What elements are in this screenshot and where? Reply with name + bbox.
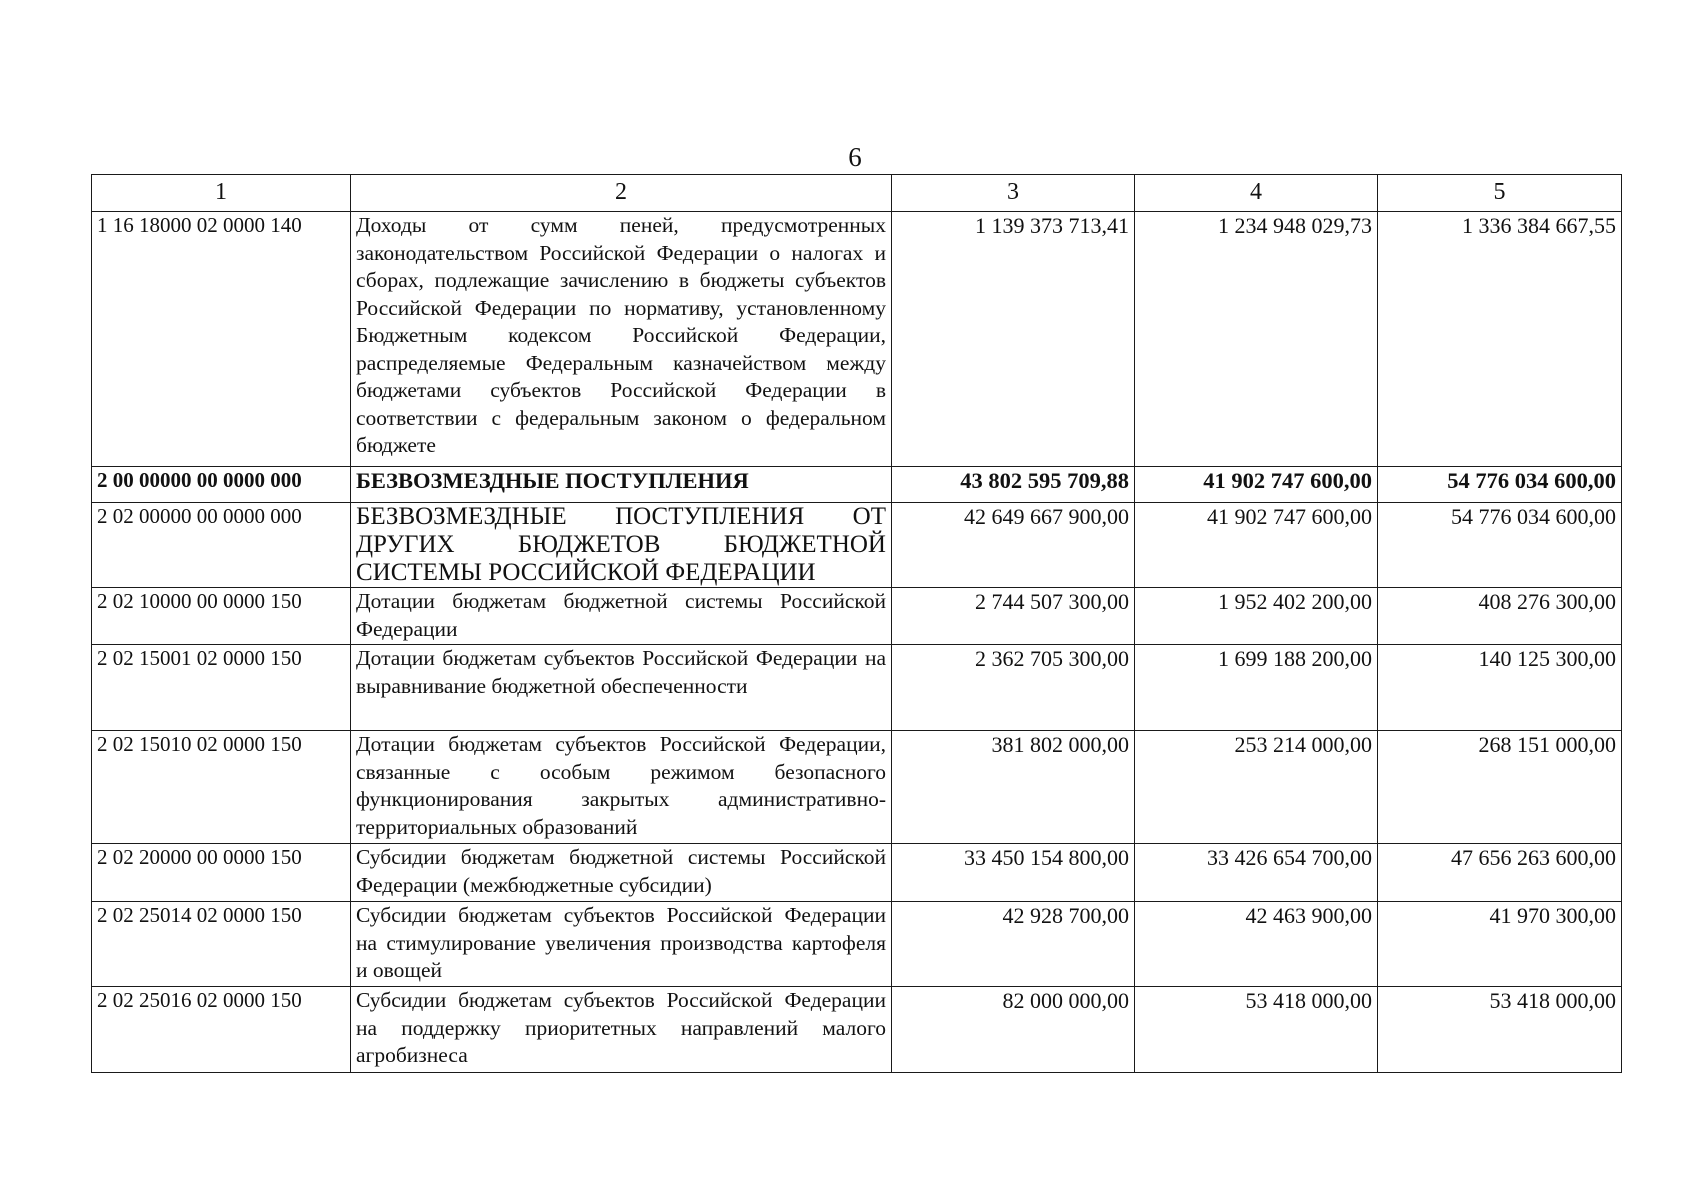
budget-revenue-table xyxy=(91,174,1622,1073)
amount-col4-cell: 1 234 948 029,73 xyxy=(1135,212,1378,467)
table-row xyxy=(92,467,1622,503)
amount-col3-cell: 381 802 000,00 xyxy=(892,731,1135,844)
budget-code-cell: 2 02 00000 00 0000 000 xyxy=(92,503,351,588)
amount-col5-cell: 54 776 034 600,00 xyxy=(1378,467,1622,503)
table-row xyxy=(92,212,1622,467)
budget-code-cell: 2 02 15001 02 0000 150 xyxy=(92,645,351,731)
amount-col3-cell: 1 139 373 713,41 xyxy=(892,212,1135,467)
column-header-4: 4 xyxy=(1135,175,1378,212)
amount-col4-cell: 253 214 000,00 xyxy=(1135,731,1378,844)
amount-col5-cell: 140 125 300,00 xyxy=(1378,645,1622,731)
budget-code-cell: 2 00 00000 00 0000 000 xyxy=(92,467,351,503)
amount-col4-cell: 33 426 654 700,00 xyxy=(1135,844,1378,902)
amount-col4-cell: 42 463 900,00 xyxy=(1135,902,1378,987)
table-row xyxy=(92,844,1622,902)
amount-col5-cell: 41 970 300,00 xyxy=(1378,902,1622,987)
budget-code-cell: 1 16 18000 02 0000 140 xyxy=(92,212,351,467)
amount-col3-cell: 33 450 154 800,00 xyxy=(892,844,1135,902)
table-row xyxy=(92,987,1622,1073)
amount-col3-cell: 82 000 000,00 xyxy=(892,987,1135,1073)
amount-col3-cell: 2 362 705 300,00 xyxy=(892,645,1135,731)
amount-col4-cell: 1 699 188 200,00 xyxy=(1135,645,1378,731)
description-cell: Субсидии бюджетам субъектов Российской Федерации на стимулирование увеличения производства картофеля и овощей xyxy=(351,902,892,987)
description-cell: БЕЗВОЗМЕЗДНЫЕ ПОСТУПЛЕНИЯ xyxy=(351,467,892,503)
description-cell: Субсидии бюджетам бюджетной системы Российской Федерации (межбюджетные субсидии) xyxy=(351,844,892,902)
amount-col5-cell: 54 776 034 600,00 xyxy=(1378,503,1622,588)
budget-code-cell: 2 02 25016 02 0000 150 xyxy=(92,987,351,1073)
budget-code-cell: 2 02 15010 02 0000 150 xyxy=(92,731,351,844)
amount-col3-cell: 42 649 667 900,00 xyxy=(892,503,1135,588)
amount-col4-cell: 41 902 747 600,00 xyxy=(1135,467,1378,503)
description-cell: Дотации бюджетам субъектов Российской Федерации на выравнивание бюджетной обеспеченности xyxy=(351,645,892,731)
amount-col4-cell: 1 952 402 200,00 xyxy=(1135,588,1378,645)
budget-code-cell: 2 02 10000 00 0000 150 xyxy=(92,588,351,645)
amount-col3-cell: 42 928 700,00 xyxy=(892,902,1135,987)
column-header-1: 1 xyxy=(92,175,351,212)
amount-col5-cell: 53 418 000,00 xyxy=(1378,987,1622,1073)
amount-col4-cell: 41 902 747 600,00 xyxy=(1135,503,1378,588)
table-row xyxy=(92,588,1622,645)
amount-col3-cell: 2 744 507 300,00 xyxy=(892,588,1135,645)
amount-col5-cell: 1 336 384 667,55 xyxy=(1378,212,1622,467)
table-header-row xyxy=(92,175,1622,212)
column-header-3: 3 xyxy=(892,175,1135,212)
table-row xyxy=(92,503,1622,588)
amount-col4-cell: 53 418 000,00 xyxy=(1135,987,1378,1073)
amount-col5-cell: 408 276 300,00 xyxy=(1378,588,1622,645)
column-header-5: 5 xyxy=(1378,175,1622,212)
description-cell: Дотации бюджетам бюджетной системы Российской Федерации xyxy=(351,588,892,645)
page-number: 6 xyxy=(848,142,862,172)
table-row xyxy=(92,731,1622,844)
table-row xyxy=(92,645,1622,731)
amount-col5-cell: 47 656 263 600,00 xyxy=(1378,844,1622,902)
description-cell: Субсидии бюджетам субъектов Российской Федерации на поддержку приоритетных направлений малого агробизнеса xyxy=(351,987,892,1073)
description-cell: Дотации бюджетам субъектов Российской Федерации, связанные с особым режимом безопасного функционирования закрытых административно-территориальных образований xyxy=(351,731,892,844)
column-header-2: 2 xyxy=(351,175,892,212)
amount-col3-cell: 43 802 595 709,88 xyxy=(892,467,1135,503)
budget-code-cell: 2 02 20000 00 0000 150 xyxy=(92,844,351,902)
budget-code-cell: 2 02 25014 02 0000 150 xyxy=(92,902,351,987)
description-cell: Доходы от сумм пеней, предусмотренных законодательством Российской Федерации о налогах и сборах, подлежащие зачислению в бюджеты субъектов Российской Федерации по нормативу, установленному Бюджетным кодексом Российской Федерации, распределяемые Федеральным казначейством между бюджетами субъектов Российской Федерации в соответствии с федеральным законом о федеральном бюджете xyxy=(351,212,892,467)
table-row xyxy=(92,902,1622,987)
description-cell: БЕЗВОЗМЕЗДНЫЕ ПОСТУПЛЕНИЯ ОТ ДРУГИХ БЮДЖЕТОВ БЮДЖЕТНОЙ СИСТЕМЫ РОССИЙСКОЙ ФЕДЕРАЦИИ xyxy=(351,503,892,588)
amount-col5-cell: 268 151 000,00 xyxy=(1378,731,1622,844)
